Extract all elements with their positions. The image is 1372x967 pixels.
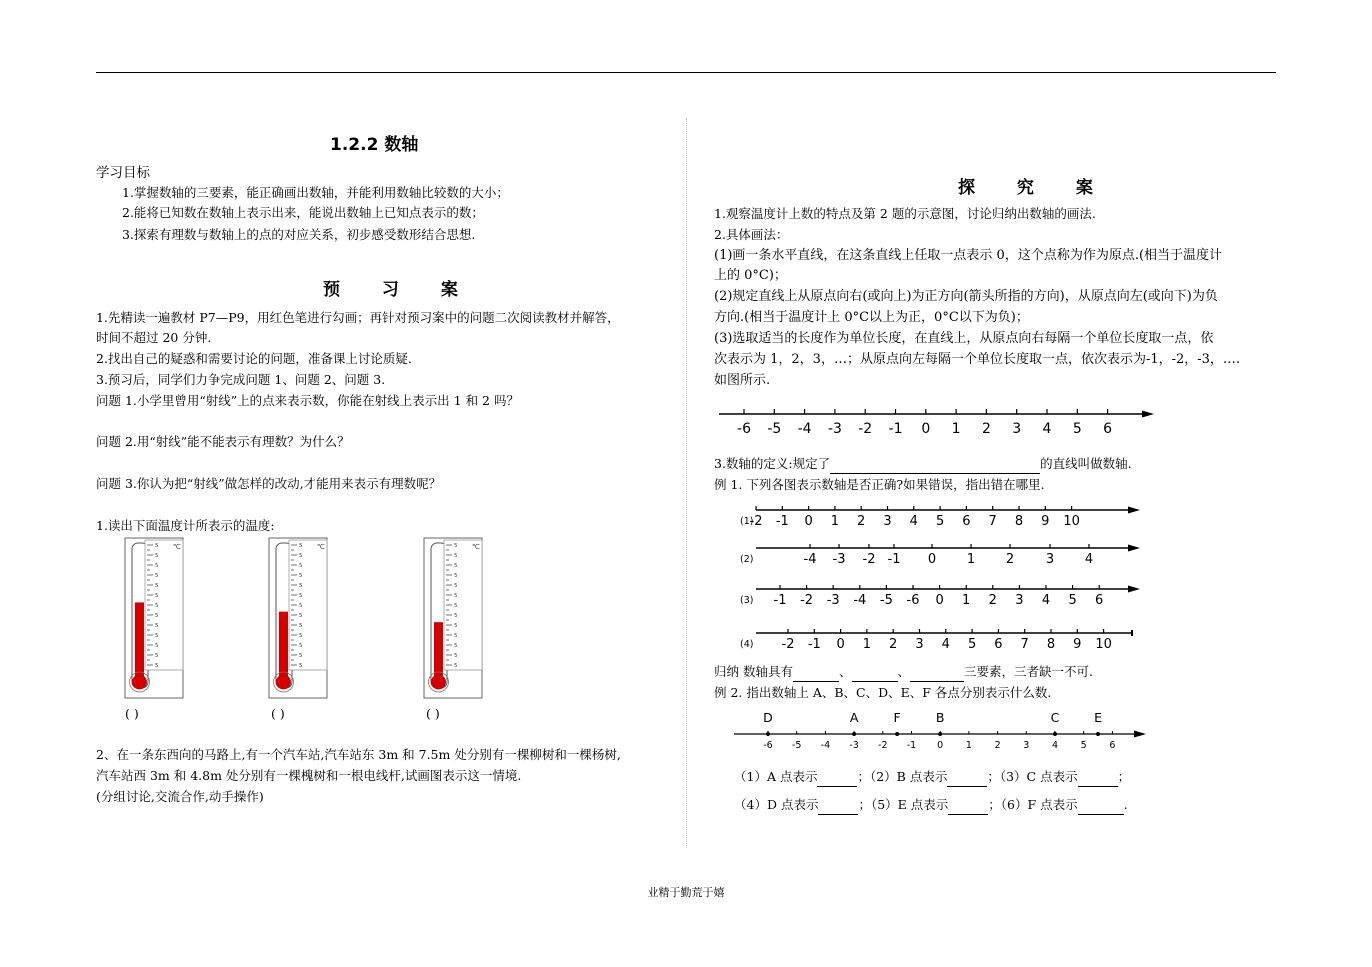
axis-tick-label: -5 (791, 740, 802, 751)
summary-blank-2[interactable] (852, 667, 898, 682)
axis-tick-label: -2 (800, 593, 814, 608)
point-label: F (893, 710, 901, 725)
objective-2: 2.能将已知数在数轴上表示出来，能说出数轴上已知点表示的数； (122, 205, 484, 220)
preview-line-1: 1.先精读一遍教材 P7—P9，用红色笔进行勾画；再针对预习案中的问题二次阅读教材并解答， (96, 310, 620, 325)
mercury-bulb (431, 675, 446, 690)
axis-tick-label: -4 (853, 593, 867, 608)
axis-tick-label: 4 (941, 637, 950, 652)
axis-tick-label: -2 (858, 421, 873, 437)
axis-tick-label: 0 (836, 637, 845, 652)
axis-tick-label: -2 (878, 740, 888, 751)
example-2-number-line (730, 706, 1160, 756)
scale-number: 5 (454, 643, 458, 649)
axis-tag: (1) (740, 516, 754, 527)
preview-line-3: 2.找出自己的疑惑和需要讨论的问题，准备课上讨论质疑. (96, 351, 412, 366)
answer-label-a: （1）A 点表示 (734, 769, 818, 784)
axis-tick-label: 2 (1005, 552, 1015, 567)
axis-arrow (1128, 507, 1140, 514)
question-2: 问题 2.用“射线”能不能表示有理数？为什么？ (96, 434, 350, 449)
mercury-bulb (132, 675, 147, 690)
definition-suffix: 的直线叫做数轴. (1040, 456, 1132, 471)
scale-number: 5 (299, 563, 303, 569)
objective-1: 1.掌握数轴的三要素，能正确画出数轴，并能利用数轴比较数的大小； (122, 185, 509, 200)
problem-2-line-3: (分组讨论,交流合作,动手操作) (96, 789, 264, 804)
point-label: B (935, 710, 945, 725)
preview-line-2: 时间不超过 20 分钟. (96, 330, 212, 345)
scale-number: 5 (155, 663, 159, 669)
point-dot (938, 732, 942, 736)
inquiry-line-9: 如图所示. (714, 373, 771, 388)
example-axis (740, 585, 1140, 608)
inquiry-line-2: 2.具体画法： (714, 227, 789, 242)
axis-tick-label: -2 (862, 552, 876, 567)
axis-tick-label: 0 (927, 552, 937, 567)
inquiry-line-4: 上的 0°C)； (714, 268, 787, 283)
axis-tick-label: 5 (935, 514, 945, 529)
axis-tick-label: -3 (827, 421, 842, 437)
axis-tick-label: -5 (879, 593, 893, 608)
scale-number: 5 (454, 663, 458, 669)
example-axis (740, 506, 1140, 529)
thermometer (125, 538, 183, 698)
axis-tick-label: -1 (807, 637, 821, 652)
scale-number: 5 (155, 623, 159, 629)
answer-blank-e[interactable] (948, 800, 988, 815)
axis-tick-label: 5 (1068, 593, 1077, 608)
preview-heading: 预 习 案 (323, 280, 476, 300)
axis-tick-label: -3 (849, 740, 859, 751)
answers-row-2 (734, 795, 1128, 815)
answer-row-1-end: ； (1117, 769, 1131, 784)
scale-number: 5 (299, 603, 303, 609)
axis-tick-label: 2 (981, 421, 991, 437)
axis-tick-label: 1 (951, 421, 961, 437)
inquiry-line-6: 方向.(相当于温度计上 0°C以上为正，0°C以下为负)； (714, 310, 1029, 325)
scale-number: 5 (454, 593, 458, 599)
axis-tick-label: 1 (830, 514, 840, 529)
scale-number: 5 (454, 573, 458, 579)
point-label: D (763, 710, 773, 725)
scale-number: 5 (454, 603, 458, 609)
axis-arrow (1142, 411, 1154, 418)
scale-number: 5 (155, 643, 159, 649)
scale-number: 5 (299, 633, 303, 639)
axis-tick-label: -6 (906, 593, 920, 608)
answer-label-c: ；（3）C 点表示 (987, 769, 1078, 784)
scale-number: 5 (454, 553, 458, 559)
scale-number: 5 (454, 613, 458, 619)
column-divider (686, 118, 687, 848)
inquiry-line-3: (1)画一条水平直线，在这条直线上任取一点表示 0，这个点称为作为原点.(相当于温度计 (714, 248, 1223, 263)
unit-label: ℃ (317, 543, 325, 551)
example-axis (740, 544, 1140, 567)
scale-number: 5 (299, 573, 303, 579)
axis-tick-label: 4 (1041, 593, 1051, 608)
axis-tick-label: -4 (797, 421, 812, 437)
scale-number: 5 (155, 603, 159, 609)
definition-prefix: 3.数轴的定义:规定了 (714, 456, 831, 471)
answer-label-b: ；（2）B 点表示 (857, 769, 948, 784)
inquiry-line-5: (2)规定直线上从原点向右(或向上)为正方向(箭头所指的方向)，从原点向左(或向下)为负 (714, 289, 1218, 304)
axis-tag: (2) (740, 554, 754, 565)
axis-tick-label: 7 (988, 514, 997, 529)
point-dot (766, 732, 770, 736)
scale-number: 5 (155, 593, 159, 599)
answers-row-1 (734, 767, 1130, 787)
scale-number: 5 (299, 653, 303, 659)
axis-tick-label: 9 (1073, 637, 1082, 652)
axis-tick-label: 0 (935, 593, 944, 608)
axis-tick-label: 3 (1015, 593, 1024, 608)
axis-tick-label: 4 (909, 514, 918, 529)
axis-tick-label: 0 (937, 740, 944, 751)
axis-tick-label: 0 (921, 421, 931, 437)
scale-number: 5 (155, 653, 159, 659)
axis-tick-label: 10 (1063, 514, 1080, 529)
mercury-column (279, 612, 288, 680)
lesson-title: 1.2.2 数轴 (330, 135, 419, 155)
axis-tick-label: -1 (773, 593, 787, 608)
axis-tick-label: -1 (906, 740, 917, 751)
thermometer-prompt: 1.读出下面温度计所表示的温度: (96, 518, 275, 533)
thermometer-figures (118, 535, 498, 725)
answer-blank-b[interactable] (947, 772, 987, 787)
thermometer-2-answer: ( ) (271, 706, 285, 721)
axis-tick-label: 2 (857, 514, 866, 529)
point-dot (1053, 732, 1057, 736)
axis-tick-label: 6 (1095, 593, 1104, 608)
scale-number: 5 (155, 613, 159, 619)
example-1: 例 1. 下列各图表示数轴是否正确?如果错误，指出错在哪里. (714, 477, 1045, 492)
scale-number: 5 (454, 563, 458, 569)
axis-tick-label: 9 (1041, 514, 1050, 529)
mercury-bulb (276, 675, 291, 690)
answer-label-d: （4）D 点表示 (734, 797, 819, 812)
axis-tick-label: -5 (767, 421, 782, 437)
thermometer-3-answer: ( ) (426, 706, 440, 721)
axis-tick-label: 6 (1109, 740, 1116, 751)
axis-tick-label: 1 (965, 740, 972, 751)
thermometer-1-answer: ( ) (125, 706, 139, 721)
axis-tick-label: 8 (1046, 637, 1056, 652)
answer-blank-a[interactable] (817, 772, 857, 787)
axis-tick-label: 6 (962, 514, 971, 529)
inquiry-line-8: 次表示为 1，2，3，…；从原点向左每隔一个单位长度取一点，依次表示为-1，-2，-3，…. (714, 352, 1241, 367)
scale-number: 5 (454, 583, 458, 589)
problem-2-line-1: 2、在一条东西向的马路上,有一个汽车站,汽车站东 3m 和 7.5m 处分别有一棵柳树和一棵杨树, (96, 747, 621, 762)
summary-separator: 、 (838, 664, 852, 679)
top-rule (96, 72, 1276, 73)
axis-tick-label: 3 (1045, 552, 1055, 567)
axis-tick-label: -6 (763, 740, 773, 751)
axis-tick-label: 0 (804, 514, 813, 529)
axis-tick-label: -3 (826, 593, 840, 608)
scale-number: 5 (454, 633, 458, 639)
summary-suffix: 三要素，三者缺一不可. (964, 664, 1093, 679)
scale-number: 5 (299, 593, 303, 599)
mercury-column (434, 622, 443, 680)
answer-row-2-end: . (1123, 797, 1128, 812)
scale-number: 5 (454, 543, 458, 549)
scale-number: 5 (299, 623, 303, 629)
thermometer (269, 538, 327, 698)
point-label: C (1050, 710, 1060, 725)
axis-tick-label: -3 (832, 552, 846, 567)
objectives-heading: 学习目标 (96, 165, 150, 181)
axis-tick-label: -2 (781, 637, 795, 652)
answer-blank-d[interactable] (818, 800, 858, 815)
axis-arrow (1128, 545, 1140, 552)
point-label: A (849, 710, 859, 725)
question-3: 问题 3.你认为把“射线”做怎样的改动,才能用来表示有理数呢？ (96, 476, 442, 491)
axis-tick-label: -2 (749, 514, 763, 529)
axis-tick-label: 1 (962, 593, 971, 608)
axis-tick-label: 2 (889, 637, 898, 652)
axis-tick-label: -1 (887, 552, 901, 567)
axis-tick-label: 2 (988, 593, 997, 608)
scale-number: 5 (155, 543, 159, 549)
axis-tick-label: 3 (1023, 740, 1030, 751)
point-dot (1096, 732, 1100, 736)
mercury-column (135, 602, 144, 680)
axis-tick-label: -6 (737, 421, 751, 437)
unit-label: ℃ (472, 543, 480, 551)
scale-number: 5 (299, 613, 303, 619)
question-1: 问题 1.小学里曾用“射线”上的点来表示数，你能在射线上表示出 1 和 2 吗？ (96, 393, 519, 408)
axis-tick-label: 3 (915, 637, 924, 652)
thermometer (424, 538, 482, 698)
scale-number: 5 (299, 543, 303, 549)
axis-tick-label: -4 (803, 552, 817, 567)
scale-number: 5 (155, 573, 159, 579)
preview-line-4: 3.预习后，同学们力争完成问题 1、问题 2、问题 3. (96, 372, 386, 387)
problem-2-line-2: 汽车站西 3m 和 4.8m 处分别有一棵槐树和一根电线杆,试画图表示这一情境. (96, 768, 522, 783)
summary-separator: 、 (897, 664, 911, 679)
point-dot (852, 732, 856, 736)
axis-tick-label: 5 (967, 637, 977, 652)
axis-tick-label: 1 (966, 552, 976, 567)
example-2: 例 2. 指出数轴上 A、B、C、D、E、F 各点分别表示什么数. (714, 685, 1052, 700)
answer-blank-f[interactable] (1078, 800, 1124, 815)
inquiry-line-7: (3)选取适当的长度作为单位长度，在直线上，从原点向右每隔一个单位长度取一点，依 (714, 331, 1214, 346)
axis-tag: (3) (740, 595, 754, 606)
summary-blank-1[interactable] (793, 667, 839, 682)
definition-line (714, 454, 1132, 474)
inquiry-line-1: 1.观察温度计上数的特点及第 2 题的示意图，讨论归纳出数轴的画法. (714, 206, 1096, 221)
axis-tag: (4) (740, 639, 754, 650)
scale-number: 5 (299, 663, 303, 669)
axis-tick-label: 4 (1042, 421, 1052, 437)
axis-tick-label: 1 (862, 637, 872, 652)
axis-tick-label: -1 (888, 421, 903, 437)
answer-label-e: ；（5）E 点表示 (858, 797, 949, 812)
axis-tick-label: 4 (1084, 552, 1094, 567)
definition-blank[interactable] (830, 459, 1040, 474)
axis-tick-label: 6 (994, 637, 1003, 652)
axis-tick-label: 6 (1103, 421, 1113, 437)
objective-3: 3.探索有理数与数轴上的点的对应关系，初步感受数形结合思想. (122, 227, 476, 242)
point-dot (895, 732, 899, 736)
axis-tick-label: 10 (1095, 637, 1112, 652)
example-axis (740, 629, 1132, 652)
axis-tick-label: 5 (1072, 421, 1082, 437)
axis-tick-label: 5 (1080, 740, 1087, 751)
summary-line (714, 662, 1093, 682)
main-number-line (714, 400, 1164, 440)
scale-number: 5 (155, 633, 159, 639)
scale-number: 5 (299, 583, 303, 589)
axis-tick-label: 4 (1051, 740, 1059, 751)
scale-number: 5 (155, 583, 159, 589)
scale-number: 5 (299, 643, 303, 649)
axis-tick-label: -1 (775, 514, 789, 529)
scale-number: 5 (454, 623, 458, 629)
inquiry-heading: 探 究 案 (958, 178, 1111, 198)
example-1-axes (734, 500, 1154, 660)
point-label: E (1094, 710, 1103, 725)
scale-number: 5 (454, 653, 458, 659)
axis-tick-label: 3 (1012, 421, 1022, 437)
summary-prefix: 归纳 数轴具有 (714, 664, 793, 679)
scale-number: 5 (155, 553, 159, 559)
axis-tick-label: -4 (820, 740, 831, 751)
answer-blank-c[interactable] (1078, 772, 1118, 787)
footer-motto: 业精于勤荒于嬉 (647, 886, 725, 899)
axis-arrow (1128, 586, 1140, 593)
scale-number: 5 (299, 553, 303, 559)
scale-number: 5 (155, 563, 159, 569)
axis-tick-label: 3 (883, 514, 892, 529)
axis-tick-label: 2 (994, 740, 1001, 751)
summary-blank-3[interactable] (910, 667, 964, 682)
axis-tick-label: 7 (1020, 637, 1029, 652)
unit-label: ℃ (173, 543, 181, 551)
axis-tick-label: 8 (1014, 514, 1024, 529)
answer-label-f: ；（6）F 点表示 (988, 797, 1078, 812)
axis-arrow (1134, 731, 1146, 738)
